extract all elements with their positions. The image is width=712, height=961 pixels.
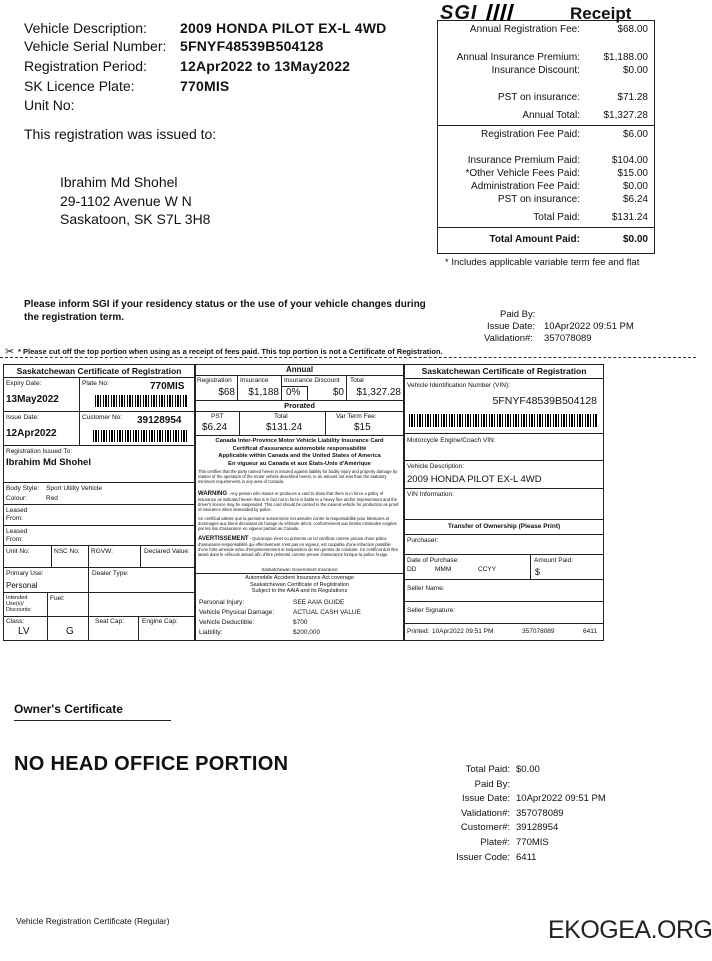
class-row: Class: LV G Seat Cap: Engine Cap:: [4, 617, 194, 641]
sgi-logo-stripes-icon: [482, 4, 516, 20]
divider: [438, 227, 654, 228]
cert-middle-panel: [195, 364, 404, 641]
personal-injury-label: Personal Injury:: [199, 599, 245, 606]
cert-left-title: Saskatchewan Certificate of Registration: [4, 365, 194, 378]
inform-text-line-2: the registration term.: [24, 312, 125, 323]
vehicle-description-value: 2009 HONDA PILOT EX-L 4WD: [180, 20, 387, 36]
vehicle-description-label: Vehicle Description:: [24, 20, 147, 36]
receipt-footnote: * Includes applicable variable term fee and flat: [445, 257, 640, 268]
purchaser-cell: Purchaser:: [405, 535, 603, 555]
registration-period-label: Registration Period:: [24, 58, 147, 74]
printed-row: Printed: 10Apr2022 09:51 PM 357078089 6411: [407, 628, 597, 635]
registration-period-value: 12Apr2022 to 13May2022: [180, 58, 351, 74]
cert-right-title: Saskatchewan Certificate of Registration: [405, 365, 603, 379]
issued-to-text: This registration was issued to:: [24, 126, 217, 142]
receipt-row-total-amount: Total Amount Paid: $0.00: [489, 234, 648, 245]
owners-certificate-heading: Owner's Certificate: [14, 702, 123, 716]
deductible-label: Vehicle Deductible:: [199, 619, 255, 626]
serial-number-label: Vehicle Serial Number:: [24, 38, 167, 54]
receipt-row: PST on insurance: $6.24: [497, 194, 648, 205]
prorated-row: PST $6.24 Total $131.24 Var Term Fee: $15: [196, 412, 403, 436]
receipt-row: Insurance Premium Paid: $104.00: [467, 155, 648, 166]
owners-certificate-underline: [14, 720, 171, 721]
vin-barcode: [409, 414, 597, 427]
receipt-row: Annual Total: $1,327.28: [522, 110, 648, 121]
insurance-fine-print: This certifies that the party named herein is insured against liability for bodily injury and property damage by reason of the operation of the motor vehicle described herein, in an amount not less than the statutory minimum requirements in any area of Canada.: [198, 469, 398, 484]
issued-to-cell: Registration Issued To: Ibrahim Md Shohel: [4, 446, 194, 483]
vin-info-cell: VIN Information:: [405, 489, 603, 520]
serial-number-value: 5FNYF48539B504128: [180, 38, 324, 54]
receipt-row: PST on insurance: $71.28: [497, 92, 648, 103]
cut-line: [0, 357, 696, 358]
avertissement-text: AVERTISSEMENT - Quiconque émet ou présente un tel certificat comme preuve d'une police d'assurance-responsabilité qui effectivement n'est pas en vigueur, est coupable d'une infraction possible d'une forte amende et/ou d'emprisonnement et suspension de son permis de conduire. Ce certificat doit être laissé dans le véhicule assuré afin d'être présenté comme preuve d'assurance lorsque la police l'exige.: [198, 536, 399, 557]
engine-vin-cell: Motorcycle Engine/Coach VIN:: [405, 434, 603, 461]
physical-damage-label: Vehicle Physical Damage:: [199, 609, 275, 616]
physical-damage-value: ACTUAL CASH VALUE: [293, 609, 361, 616]
receipt-row: Registration Fee Paid: $6.00: [481, 129, 648, 140]
issue-date-value: 10Apr2022 09:51 PM: [544, 321, 634, 332]
vin-cell: Vehicle Identification Number (VIN): 5FNYF48539B504128: [405, 379, 603, 434]
customer-barcode: [93, 430, 188, 442]
licence-plate-value: 770MIS: [180, 78, 230, 94]
licence-plate-label: SK Licence Plate:: [24, 78, 135, 94]
aaia-coverage: Automobile Accident Insurance Act coverage Saskatchewan Certificate of Registration Subject to the AAIA and its Regulations: [245, 575, 354, 594]
inform-text: Please inform SGI if your residency status or the use of your vehicle changes during: [24, 299, 426, 310]
sgi-logo-text: SGI: [440, 2, 478, 24]
no-head-office-heading: NO HEAD OFFICE PORTION: [14, 753, 289, 775]
issue-date-cell: Issue Date: 12Apr2022: [4, 412, 80, 446]
intended-use-row: Intended Use(s)/ Discounts: Fuel:: [4, 593, 194, 617]
paid-by-label: Paid By:: [500, 309, 536, 320]
scissors-icon: ✂: [5, 346, 15, 358]
prorated-header: Prorated: [196, 401, 403, 412]
cert-left-panel: [3, 364, 195, 641]
address-line-2: Saskatoon, SK S7L 3H8: [60, 211, 211, 227]
purchase-date-cell: Date of Purchase: DD MMM CCYY Amount Paid: $: [405, 555, 603, 580]
footer-text: Vehicle Registration Certificate (Regular): [16, 916, 170, 926]
unit-no-label: Unit No:: [24, 97, 75, 113]
seller-name-cell: Seller Name:: [405, 580, 603, 602]
sgi-insurance-line: Saskatchewan Government Insurance: [196, 567, 403, 574]
receipt-row: Administration Fee Paid: $0.00: [471, 181, 648, 192]
insurance-card-title: Canada Inter-Province Motor Vehicle Liability Insurance Card Certificat d'assurance automobile responsabilité Applicable within Canada and the United States of America En vigueur au Canada et aux États-Unis d'Amérique: [215, 438, 384, 467]
primary-use-row: Primary Use: Personal Dealer Type:: [4, 568, 194, 593]
watermark: EKOGEA.ORG: [548, 916, 712, 944]
receipt-title: Receipt: [570, 4, 632, 23]
receipt-row: Insurance Discount: $0.00: [491, 65, 648, 76]
receipt-box: [437, 20, 655, 254]
liability-value: $200,000: [293, 629, 321, 636]
annual-row: Registration $68 Insurance $1,188 Insurance Discount 0% $0 Total $1,327.28: [196, 376, 403, 401]
owner-name: Ibrahim Md Shohel: [60, 174, 178, 190]
transfer-ownership-header: Transfer of Ownership (Please Print): [405, 520, 603, 535]
divider: [438, 125, 654, 126]
liability-label: Liability:: [199, 629, 223, 636]
receipt-row: Annual Insurance Premium: $1,188.00: [456, 52, 648, 63]
issue-date-label: Issue Date:: [487, 321, 536, 332]
validation-value: 357078089: [544, 333, 592, 344]
deductible-value: $700: [293, 619, 308, 626]
warning-text: WARNING - Any person who issues or produces a card to show that there is in force a policy of insurance as indicated herein that is in fact not in force is liable to a heavy fine and/or imprisonment and the driver's licence may be suspended. This card should be carried in the insured vehicle for production as proof of insurance when demanded by police.: [198, 491, 399, 512]
leased-from-cell: Leased From:: [4, 505, 194, 526]
plate-barcode: [95, 395, 188, 407]
plate-cell: Plate No: 770MIS: [80, 378, 194, 412]
vehicle-description-cell: Vehicle Description: 2009 HONDA PILOT EX-L 4WD: [405, 461, 603, 489]
cert-right-panel: [404, 364, 604, 641]
seller-signature-cell: Seller Signature:: [405, 602, 603, 624]
receipt-row: Total Paid: $131.24: [533, 212, 648, 223]
receipt-row: *Other Vehicle Fees Paid: $15.00: [465, 168, 648, 179]
annual-header: Annual: [196, 365, 403, 376]
leased-from-cell-2: Leased From:: [4, 526, 194, 546]
expiry-cell: Expiry Date: 13May2022: [4, 378, 80, 412]
unit-row: Unit No: NSC No: RGVW: Declared Value:: [4, 546, 194, 568]
french-fine-print: Ce certificat atteste que la personne susnommée est assurée contre la responsabilité pour blessures et dommages aux biens découlant de l'usage du véhicule décrit, conformément aux limites minimales exigées par les lois d'assurance en vigueur partout au Canada.: [198, 516, 397, 531]
customer-cell: Customer No: 39128954: [80, 412, 194, 446]
body-style-cell: Body Style: Sport Utility Vehicle Colour: Red: [4, 483, 194, 505]
cut-instruction: * Please cut off the top portion when using as a receipt of fees paid. This top portion is not a Certificate of Registration.: [18, 347, 443, 356]
personal-injury-value: SEE AAIA GUIDE: [293, 599, 345, 606]
receipt-row: Annual Registration Fee: $68.00: [469, 24, 648, 35]
address-line-1: 29-1102 Avenue W N: [60, 193, 192, 209]
validation-label: Validation#:: [484, 333, 533, 344]
